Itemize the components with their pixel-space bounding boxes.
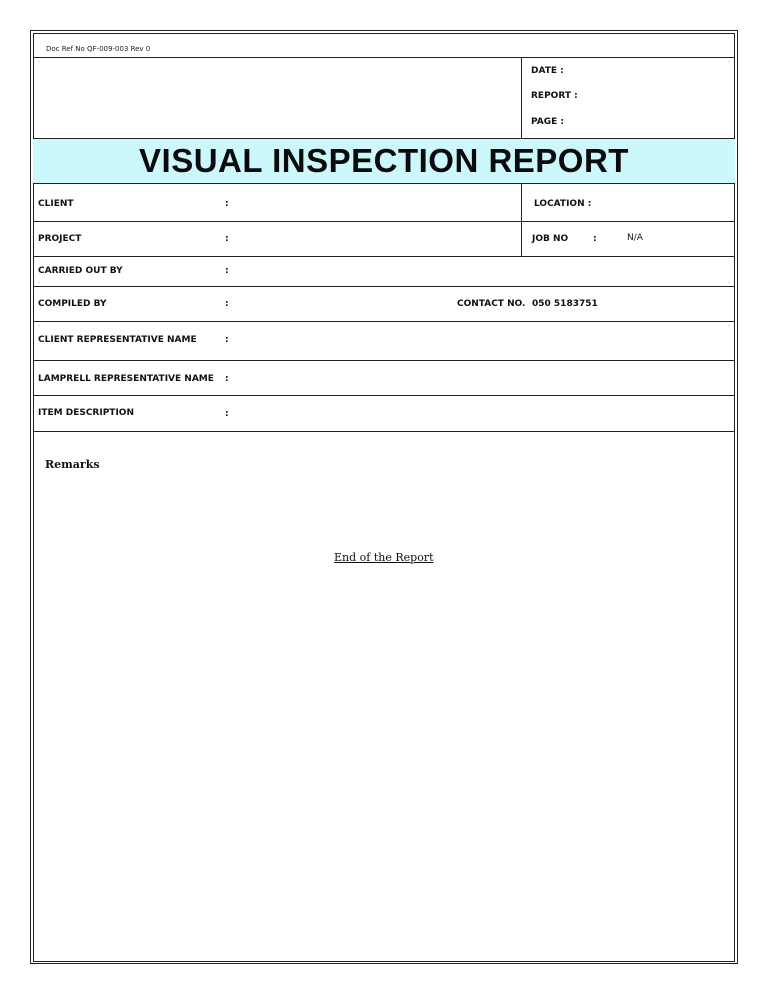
job-no-label: JOB NO (532, 234, 569, 244)
contact-label: CONTACT NO. (457, 299, 526, 309)
row-rule-7 (33, 431, 735, 432)
header-top-rule (33, 57, 735, 58)
contact-value: 050 5183751 (532, 299, 598, 309)
lamprell-rep-colon: : (225, 374, 229, 384)
client-rep-label: CLIENT REPRESENTATIVE NAME (38, 335, 197, 345)
project-label: PROJECT (38, 234, 82, 244)
client-label: CLIENT (38, 199, 74, 209)
location-label: LOCATION : (534, 199, 592, 209)
job-no-value: N/A (627, 233, 643, 243)
row-rule-5 (33, 360, 735, 361)
item-description-colon: : (225, 409, 229, 419)
end-of-report-text: End of the Report (334, 551, 434, 564)
carried-out-by-colon: : (225, 266, 229, 276)
client-rep-colon: : (225, 335, 229, 345)
date-label: DATE : (531, 66, 564, 76)
remarks-heading: Remarks (45, 458, 100, 471)
item-description-label: ITEM DESCRIPTION (38, 408, 134, 418)
report-label: REPORT : (531, 91, 578, 101)
field-divider (521, 184, 522, 256)
compiled-by-label: COMPILED BY (38, 299, 107, 309)
row-rule-4 (33, 321, 735, 322)
row-rule-3 (33, 286, 735, 287)
client-colon: : (225, 199, 229, 209)
page-label: PAGE : (531, 117, 565, 127)
header-divider (521, 57, 522, 138)
project-colon: : (225, 234, 229, 244)
lamprell-rep-label: LAMPRELL REPRESENTATIVE NAME (38, 374, 214, 384)
report-title: VISUAL INSPECTION REPORT (139, 142, 629, 179)
row-rule-2 (33, 256, 735, 257)
row-rule-6 (33, 395, 735, 396)
doc-ref-number: Doc Ref No QF-009-003 Rev 0 (46, 45, 151, 53)
carried-out-by-label: CARRIED OUT BY (38, 266, 123, 276)
title-band (33, 138, 735, 184)
compiled-by-colon: : (225, 299, 229, 309)
job-no-colon: : (593, 234, 597, 244)
row-rule-1 (33, 221, 735, 222)
